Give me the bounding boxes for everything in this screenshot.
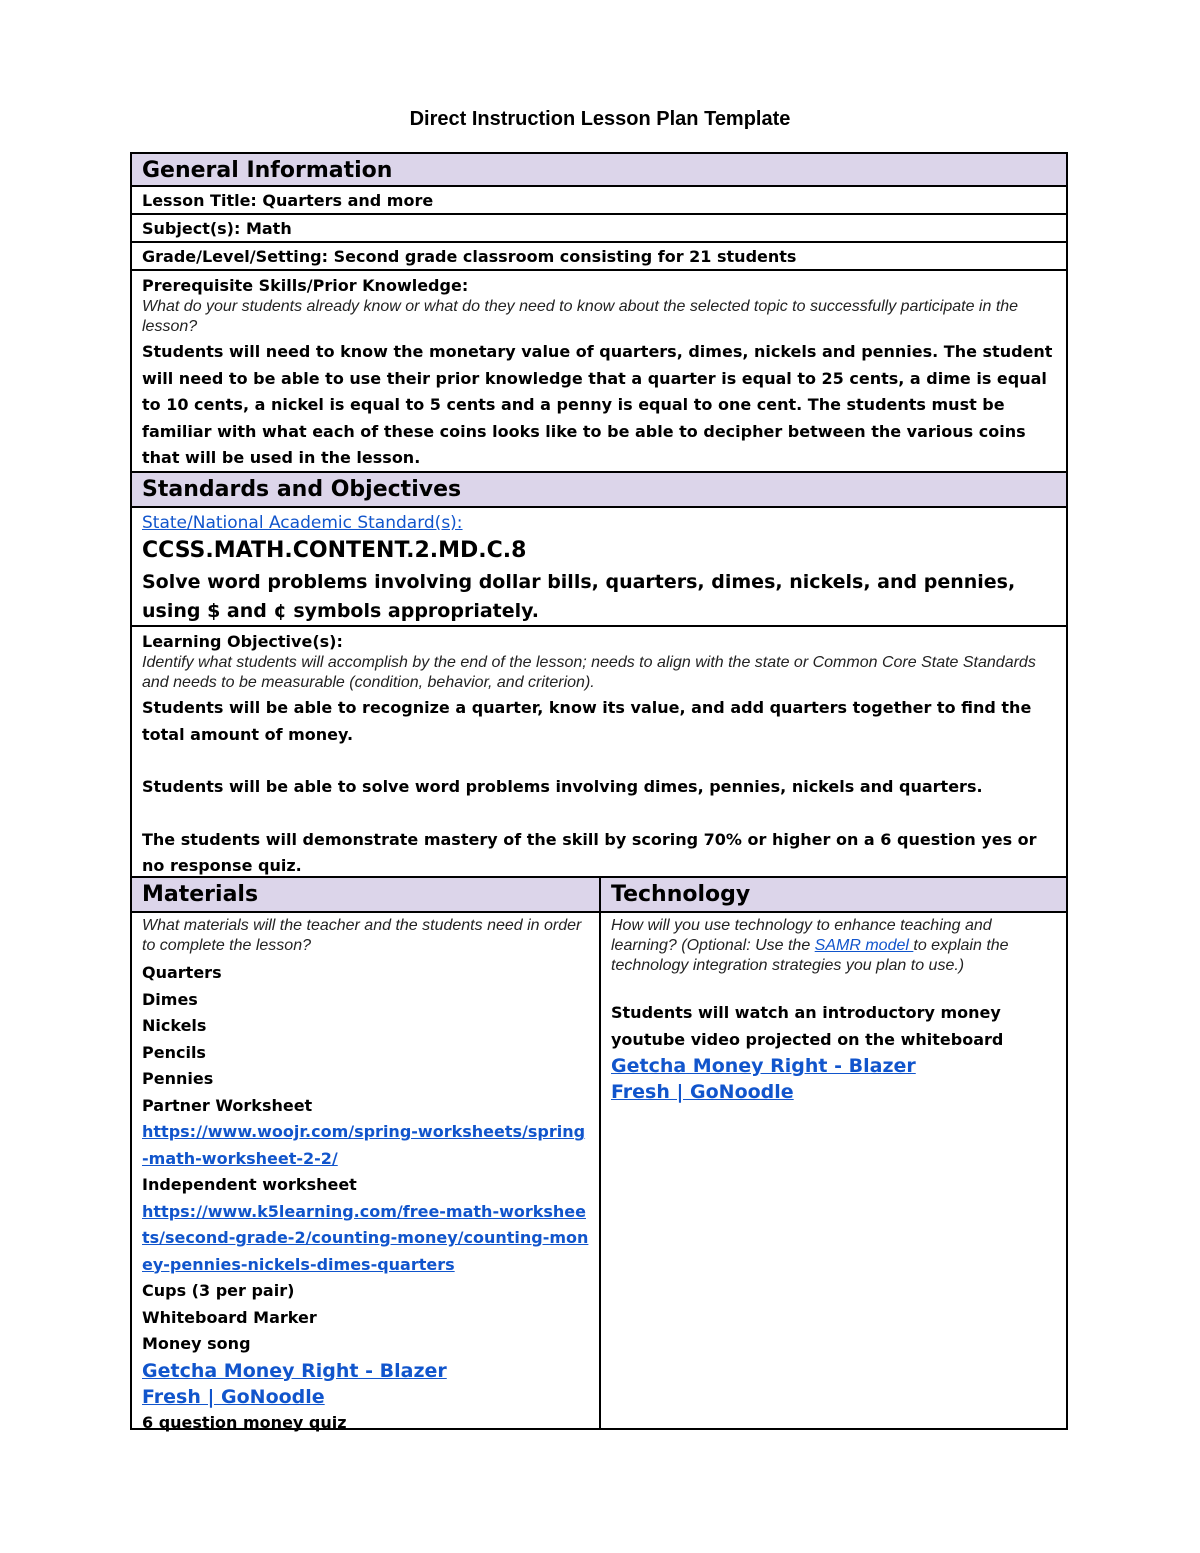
prereq-label: Prerequisite Skills/Prior Knowledge:: [142, 276, 469, 295]
lesson-plan-table: [130, 152, 1068, 1430]
objective-2: Students will be able to solve word problems involving dimes, pennies, nickels and quarters.: [142, 777, 983, 796]
partner-worksheet-link[interactable]: https://www.woojr.com/spring-worksheets/spring-math-worksheet-2-2/: [142, 1122, 586, 1168]
general-info-header: [132, 154, 1066, 187]
standards-heading: Standards and Objectives: [142, 477, 462, 502]
objective-label: Learning Objective(s):: [142, 632, 343, 651]
objective-prompt: Identify what students will accomplish by the end of the lesson; needs to align with the state or Common Core State Standards and needs to be measurable (condition, behavior, and criterion).: [142, 654, 1036, 691]
song-label: Money song: [142, 1334, 251, 1353]
objectives-row: [132, 627, 1066, 878]
samr-model-link[interactable]: SAMR model: [814, 937, 914, 954]
technology-cell: [601, 914, 1068, 1105]
prerequisite-row: [132, 271, 1066, 473]
standard-description: Solve word problems involving dollar bills, quarters, dimes, nickels, and pennies, using $ and ¢ symbols appropriately.: [142, 571, 1016, 622]
material-item: Pennies: [142, 1069, 214, 1088]
material-item: Quarters: [142, 963, 222, 982]
technology-heading: Technology: [611, 882, 751, 907]
marker-item: Whiteboard Marker: [142, 1307, 317, 1327]
standards-header: [132, 473, 1066, 508]
independent-label: Independent worksheet: [142, 1175, 357, 1194]
prereq-prompt: What do your students already know or what do they need to know about the selected topic to successfully participate in the lesson?: [142, 298, 1019, 335]
song-link[interactable]: Getcha Money Right - Blazer Fresh | GoNoodle: [142, 1359, 447, 1408]
lesson-title-row: Lesson Title: Quarters and more: [132, 187, 1066, 215]
material-item: Nickels: [142, 1016, 207, 1035]
technology-prompt: How will you use technology to enhance teaching and learning? (Optional: Use the SAMR model to explain the technology integration strategies you plan to use.): [611, 917, 1009, 974]
standards-row: [132, 508, 1066, 627]
material-item: Partner Worksheet: [142, 1095, 313, 1115]
materials-list: [142, 960, 589, 1358]
cups-item: Cups (3 per pair): [142, 1281, 295, 1300]
page-title: Direct Instruction Lesson Plan Template: [409, 108, 791, 130]
grade-row: Grade/Level/Setting: Second grade classroom consisting for 21 students: [132, 243, 1066, 271]
standard-code: CCSS.MATH.CONTENT.2.MD.C.8: [142, 538, 527, 563]
materials-heading: Materials: [142, 882, 259, 907]
materials-prompt: What materials will the teacher and the students need in order to complete the lesson?: [142, 917, 582, 954]
independent-worksheet-link[interactable]: https://www.k5learning.com/free-math-worksheets/second-grade-2/counting-money/counting-money-pennies-nickels-dimes-quarters: [142, 1201, 589, 1274]
standard-link[interactable]: State/National Academic Standard(s):: [142, 513, 463, 533]
subjects-row: Subject(s): Math: [132, 215, 1066, 243]
objective-3: The students will demonstrate mastery of the skill by scoring 70% or higher on a 6 question yes or no response quiz.: [142, 829, 1037, 875]
objective-1: Students will be able to recognize a quarter, know its value, and add quarters together to find the total amount of money.: [142, 698, 1032, 744]
material-item: Pencils: [142, 1042, 206, 1062]
video-link[interactable]: Getcha Money Right - Blazer Fresh | GoNoodle: [611, 1055, 916, 1103]
quiz-item: 6 question money quiz: [142, 1412, 347, 1432]
general-info-heading: General Information: [142, 158, 393, 183]
prereq-text: Students will need to know the monetary value of quarters, dimes, nickels and pennies. The student will need to be able to use their prior knowledge that a quarter is equal to 25 cents, a dime is equal to 10 cents, a nickel is equal to 5 cents and a penny is equal to one cent. The students must be familiar with what each of these coins looks like to be able to decipher between the various coins that will be used in the lesson.: [142, 342, 1053, 467]
material-item: Dimes: [142, 989, 198, 1009]
materials-cell: [132, 914, 599, 1436]
technology-text: Students will watch an introductory money youtube video projected on the whiteboard: [611, 1003, 1004, 1049]
